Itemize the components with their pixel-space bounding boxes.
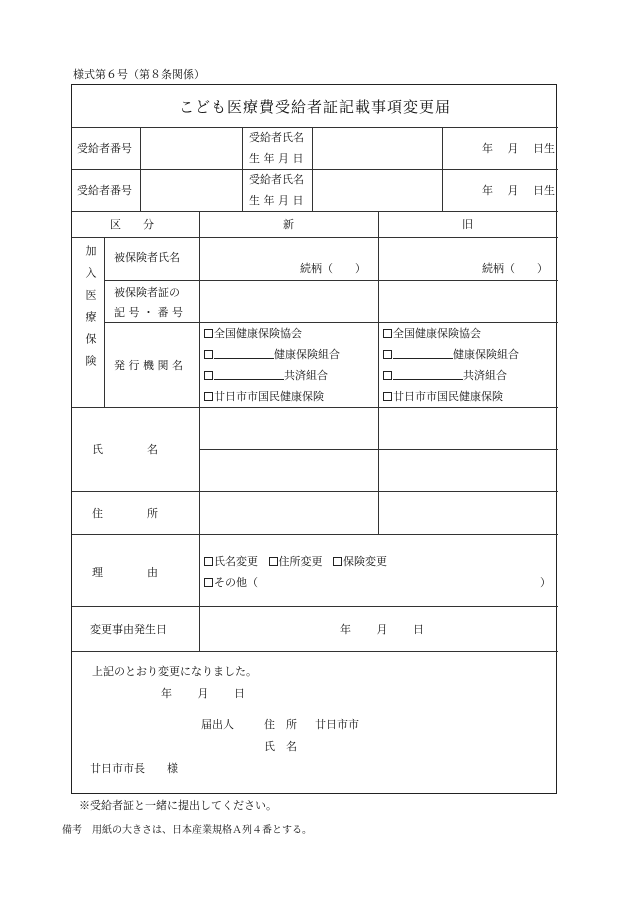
checkbox[interactable] [204, 392, 213, 401]
change-notification-form [71, 84, 557, 794]
issuer-option-kokuho-new[interactable]: 廿日市市国民健康保険 [204, 390, 324, 403]
relationship-old: 続柄（ ） [482, 262, 548, 275]
checkbox[interactable] [383, 392, 392, 401]
notifier-name-label: 氏 名 [264, 740, 297, 753]
issuer-option-kokuho-old[interactable]: 廿日市市国民健康保険 [383, 390, 503, 403]
recipient-name-label: 受給者氏名 [249, 131, 304, 144]
checkbox[interactable] [204, 557, 213, 566]
change-date-label: 変更事由発生日 [90, 623, 167, 636]
reason-name-change[interactable]: 氏名変更 [204, 555, 258, 568]
issuer-option-kyosai-new[interactable]: 共済組合 [204, 369, 328, 382]
declaration-statement: 上記のとおり変更になりました。 [92, 665, 257, 678]
issuer-option-kyokai-new[interactable]: 全国健康保険協会 [204, 327, 302, 340]
issuer-label: 発 行 機 関 名 [114, 359, 183, 372]
relationship-new: 続柄（ ） [300, 262, 366, 275]
checkbox[interactable] [204, 350, 213, 359]
notifier-city: 廿日市市 [315, 718, 359, 731]
category-header: 区 分 [110, 218, 154, 231]
recipient-dob-label: 生 年 月 日 [249, 194, 304, 207]
insurance-group-label: 加入医療保険 [84, 245, 97, 377]
insured-name-label: 被保険者氏名 [114, 251, 180, 264]
checkbox[interactable] [333, 557, 342, 566]
reason-insurance-change[interactable]: 保険変更 [333, 555, 387, 568]
recipient-name-label: 受給者氏名 [249, 173, 304, 186]
old-header: 旧 [462, 218, 473, 231]
change-date-value: 年 月 日 [340, 623, 424, 636]
new-header: 新 [283, 218, 294, 231]
checkbox[interactable] [383, 329, 392, 338]
notifier-address-label: 住 所 [264, 718, 297, 731]
paper-size-note: 備考 用紙の大きさは、日本産業規格Ａ列４番とする。 [62, 825, 312, 836]
addressee: 廿日市市長 様 [90, 762, 178, 775]
recipient-dob-label: 生 年 月 日 [249, 152, 304, 165]
recipient-number-label: 受給者番号 [77, 142, 132, 155]
notifier-label: 届出人 [201, 718, 234, 731]
issuer-option-kenpo-old[interactable]: 健康保険組合 [383, 348, 519, 361]
reason-other-close: ） [540, 576, 551, 589]
checkbox[interactable] [204, 329, 213, 338]
issuer-option-kyosai-old[interactable]: 共済組合 [383, 369, 507, 382]
address-label: 住 所 [92, 507, 158, 520]
reason-label: 理 由 [92, 566, 158, 579]
recipient-birth-date: 年 月 日生 [482, 142, 555, 155]
reason-options [204, 555, 387, 568]
issuer-option-kenpo-new[interactable]: 健康保険組合 [204, 348, 340, 361]
checkbox[interactable] [269, 557, 278, 566]
issuer-option-kyokai-old[interactable]: 全国健康保険協会 [383, 327, 481, 340]
card-number-label-1: 被保険者証の [114, 286, 180, 299]
form-title: こども医療費受給者証記載事項変更届 [178, 97, 451, 116]
reason-other[interactable]: その他（ [204, 576, 258, 589]
checkbox[interactable] [383, 350, 392, 359]
checkbox[interactable] [204, 371, 213, 380]
recipient-birth-date: 年 月 日生 [482, 184, 555, 197]
submit-note: ※受給者証と一緒に提出してください。 [79, 799, 277, 812]
card-number-label-2: 記 号 ・ 番 号 [114, 306, 183, 319]
checkbox[interactable] [383, 371, 392, 380]
reason-address-change[interactable]: 住所変更 [269, 555, 323, 568]
declaration-date: 年 月 日 [161, 687, 245, 700]
recipient-number-label: 受給者番号 [77, 184, 132, 197]
name-label: 氏 名 [92, 443, 158, 456]
form-number: 様式第６号（第８条関係） [73, 68, 205, 81]
checkbox[interactable] [204, 578, 213, 587]
